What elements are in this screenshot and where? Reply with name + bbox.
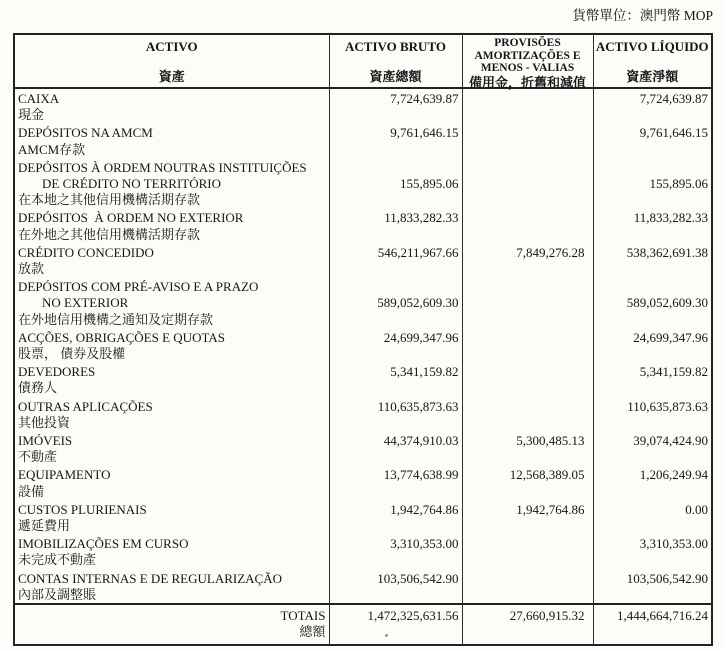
row-label-zh: 在本地之其他信用機構活期存款 xyxy=(18,192,201,208)
row-label-zh: 放款 xyxy=(18,261,45,277)
row-label-cell xyxy=(14,277,329,328)
table-row xyxy=(14,88,712,123)
row-label-zh: 股票， 債券及股權 xyxy=(18,346,126,362)
row-net-amount: 24,699,347.96 xyxy=(633,329,708,345)
header-activo-liquido-pt: ACTIVO LÍQUIDO xyxy=(595,39,709,54)
row-label-pt: CONTAS INTERNAS E DE REGULARIZAÇÃO xyxy=(18,570,283,586)
row-provisions-cell xyxy=(462,88,593,123)
row-provisions-amount: 1,942,764.86 xyxy=(516,501,585,517)
row-provisions-amount: 12,568,389.05 xyxy=(509,467,585,483)
row-label-cell xyxy=(14,328,329,362)
row-provisions-cell xyxy=(462,397,593,431)
row-provisions-cell xyxy=(462,465,593,499)
header-provisoes-pt-line3: MENOS - VALIAS xyxy=(480,62,575,75)
row-label-zh: 不動產 xyxy=(18,449,58,465)
row-label-zh: 債務人 xyxy=(18,380,58,396)
header-activo-pt: ACTIVO xyxy=(145,39,198,54)
totals-provisions-amount: 27,660,915.32 xyxy=(509,608,585,624)
totals-gross-amount: 1,472,325,631.56 xyxy=(367,608,459,624)
row-provisions-cell xyxy=(462,158,593,209)
row-gross-cell xyxy=(329,123,462,157)
row-provisions-cell xyxy=(462,208,593,242)
table-row xyxy=(14,397,712,431)
row-net-amount: 39,074,424.90 xyxy=(633,433,708,449)
table-row xyxy=(14,534,712,568)
scan-artifact-dot xyxy=(385,634,388,637)
row-net-amount: 11,833,282.33 xyxy=(633,210,708,226)
row-gross-amount: 5,341,159.82 xyxy=(390,364,459,380)
row-gross-amount: 3,310,353.00 xyxy=(390,536,459,552)
row-net-amount: 3,310,353.00 xyxy=(639,536,708,552)
row-label-pt: DEPÓSITOS À ORDEM NOUTRAS INSTITUIÇÕES xyxy=(18,159,307,175)
row-provisions-cell xyxy=(462,277,593,328)
row-label-cell xyxy=(14,362,329,396)
row-provisions-amount: 7,849,276.28 xyxy=(516,244,585,260)
table-row xyxy=(14,158,712,209)
row-label-zh: 在外地信用機構之通知及定期存款 xyxy=(18,311,214,327)
row-net-cell xyxy=(593,500,712,534)
row-net-amount: 0.00 xyxy=(685,501,708,517)
row-label-pt: DEPÓSITOS NA AMCM xyxy=(18,125,153,141)
table-row xyxy=(14,362,712,396)
row-label-zh: 其他投資 xyxy=(18,414,71,430)
row-net-amount: 538,362,691.38 xyxy=(626,244,708,260)
row-label-pt: EQUIPAMENTO xyxy=(18,467,111,483)
row-net-cell xyxy=(593,465,712,499)
totals-label-pt: TOTAIS xyxy=(280,608,326,624)
header-activo-bruto-pt: ACTIVO BRUTO xyxy=(345,39,446,54)
row-gross-cell xyxy=(329,431,462,465)
row-net-amount: 155,895.06 xyxy=(649,176,708,191)
totals-net-cell xyxy=(593,604,712,645)
row-label-cell xyxy=(14,243,329,277)
header-provisoes-pt-line1: PROVISÕES xyxy=(494,37,561,49)
row-label-zh: 設備 xyxy=(18,483,45,499)
row-net-cell xyxy=(593,277,712,328)
row-net-amount: 103,506,542.90 xyxy=(626,570,708,586)
table-body xyxy=(14,88,712,604)
row-gross-cell xyxy=(329,208,462,242)
totals-label-cell xyxy=(14,604,329,645)
header-activo-bruto-zh: 資產總額 xyxy=(369,69,422,84)
table-row xyxy=(14,123,712,157)
row-label-pt: ACÇÕES, OBRIGAÇÕES E QUOTAS xyxy=(18,329,225,345)
currency-unit-note: 貨幣單位：澳門幣 MOP xyxy=(572,8,713,23)
row-label-cell xyxy=(14,88,329,123)
row-label-cell xyxy=(14,208,329,242)
balance-sheet xyxy=(13,33,713,646)
table-row xyxy=(14,277,712,328)
row-label-cell xyxy=(14,431,329,465)
totals-gross-cell xyxy=(329,604,462,645)
row-gross-cell xyxy=(329,88,462,123)
row-gross-cell xyxy=(329,243,462,277)
row-provisions-cell xyxy=(462,328,593,362)
row-gross-cell xyxy=(329,158,462,209)
row-gross-cell xyxy=(329,465,462,499)
row-net-amount: 589,052,609.30 xyxy=(626,295,708,311)
row-gross-cell xyxy=(329,328,462,362)
row-label-cell xyxy=(14,465,329,499)
row-net-cell xyxy=(593,123,712,157)
header-provisoes-pt-line2: AMORTIZAÇÕES E xyxy=(474,49,581,62)
header-activo-liquido xyxy=(593,34,712,88)
row-label-zh: 未完成不動產 xyxy=(18,552,97,568)
totals-net-amount: 1,444,664,716.24 xyxy=(617,608,708,624)
row-gross-amount: 44,374,910.03 xyxy=(383,433,459,449)
row-net-cell xyxy=(593,431,712,465)
row-label-cell xyxy=(14,123,329,157)
row-net-amount: 1,206,249.94 xyxy=(639,467,708,483)
row-label-pt: OUTRAS APLICAÇÕES xyxy=(18,398,153,414)
header-provisoes-zh: 備用金，折舊和減值 xyxy=(468,74,586,90)
row-label-cell xyxy=(14,158,329,209)
totals-provisions-cell xyxy=(462,604,593,645)
row-gross-amount: 155,895.06 xyxy=(400,176,459,191)
row-label-cell xyxy=(14,569,329,604)
table-row xyxy=(14,500,712,534)
table-row xyxy=(14,328,712,362)
row-gross-amount: 24,699,347.96 xyxy=(383,329,459,345)
row-gross-cell xyxy=(329,569,462,604)
header-activo-bruto xyxy=(329,34,462,88)
header-activo-zh: 資產 xyxy=(158,69,185,84)
row-provisions-cell xyxy=(462,500,593,534)
row-gross-cell xyxy=(329,534,462,568)
table-row xyxy=(14,569,712,604)
row-label-zh: 在外地之其他信用機構活期存款 xyxy=(18,226,201,242)
totals-row xyxy=(14,604,712,645)
row-provisions-cell xyxy=(462,534,593,568)
row-net-amount: 5,341,159.82 xyxy=(639,364,708,380)
row-net-cell xyxy=(593,569,712,604)
header-activo-liquido-zh: 資產淨額 xyxy=(626,69,679,84)
row-provisions-cell xyxy=(462,431,593,465)
header-provisoes xyxy=(462,34,593,88)
row-label-pt: DEPÓSITOS COM PRÉ-AVISO E A PRAZO xyxy=(18,279,259,295)
row-label-pt: NO EXTERIOR xyxy=(42,295,129,311)
row-label-cell xyxy=(14,534,329,568)
row-gross-amount: 9,761,646.15 xyxy=(390,125,459,141)
assets-table xyxy=(13,33,713,646)
row-provisions-cell xyxy=(462,569,593,604)
row-label-pt: IMÓVEIS xyxy=(18,433,73,449)
row-label-pt: CAIXA xyxy=(18,91,60,106)
row-gross-amount: 1,942,764.86 xyxy=(390,501,459,517)
row-gross-cell xyxy=(329,397,462,431)
row-net-cell xyxy=(593,243,712,277)
row-label-zh: 內部及調整賬 xyxy=(18,586,97,602)
row-provisions-amount: 5,300,485.13 xyxy=(516,433,585,449)
row-label-pt: CUSTOS PLURIENAIS xyxy=(18,501,147,517)
row-net-cell xyxy=(593,397,712,431)
row-gross-amount: 546,211,967.66 xyxy=(377,244,459,260)
row-net-amount: 9,761,646.15 xyxy=(639,125,708,141)
totals-label-zh: 總額 xyxy=(299,624,326,640)
row-label-pt: DEVEDORES xyxy=(18,364,96,380)
row-gross-amount: 7,724,639.87 xyxy=(390,91,459,106)
row-label-zh: 遞延費用 xyxy=(18,518,71,534)
row-gross-cell xyxy=(329,277,462,328)
table-footer xyxy=(14,604,712,645)
row-net-cell xyxy=(593,534,712,568)
table-row xyxy=(14,431,712,465)
row-gross-cell xyxy=(329,362,462,396)
row-net-cell xyxy=(593,158,712,209)
row-label-pt: DE CRÉDITO NO TERRITÓRIO xyxy=(42,176,221,192)
row-net-amount: 110,635,873.63 xyxy=(627,398,708,414)
header-row xyxy=(14,34,712,88)
row-label-pt: CRÉDITO CONCEDIDO xyxy=(18,244,154,260)
row-gross-amount: 11,833,282.33 xyxy=(384,210,459,226)
row-gross-amount: 589,052,609.30 xyxy=(377,295,459,311)
table-row xyxy=(14,243,712,277)
table-row xyxy=(14,465,712,499)
row-label-pt: IMOBILIZAÇÕES EM CURSO xyxy=(18,536,189,552)
row-gross-amount: 103,506,542.90 xyxy=(377,570,459,586)
row-net-amount: 7,724,639.87 xyxy=(639,91,708,106)
row-provisions-cell xyxy=(462,243,593,277)
row-net-cell xyxy=(593,328,712,362)
row-net-cell xyxy=(593,362,712,396)
table-header xyxy=(14,34,712,88)
row-net-cell xyxy=(593,88,712,123)
table-row xyxy=(14,208,712,242)
header-activo xyxy=(14,34,329,88)
row-label-pt: DEPÓSITOS À ORDEM NO EXTERIOR xyxy=(18,210,244,226)
row-net-cell xyxy=(593,208,712,242)
row-label-zh: 現金 xyxy=(18,107,45,123)
row-gross-amount: 110,635,873.63 xyxy=(377,398,459,414)
row-label-cell xyxy=(14,500,329,534)
row-label-zh: AMCM存款 xyxy=(18,141,86,157)
row-label-cell xyxy=(14,397,329,431)
row-provisions-cell xyxy=(462,362,593,396)
row-provisions-cell xyxy=(462,123,593,157)
row-gross-cell xyxy=(329,500,462,534)
row-gross-amount: 13,774,638.99 xyxy=(383,467,459,483)
